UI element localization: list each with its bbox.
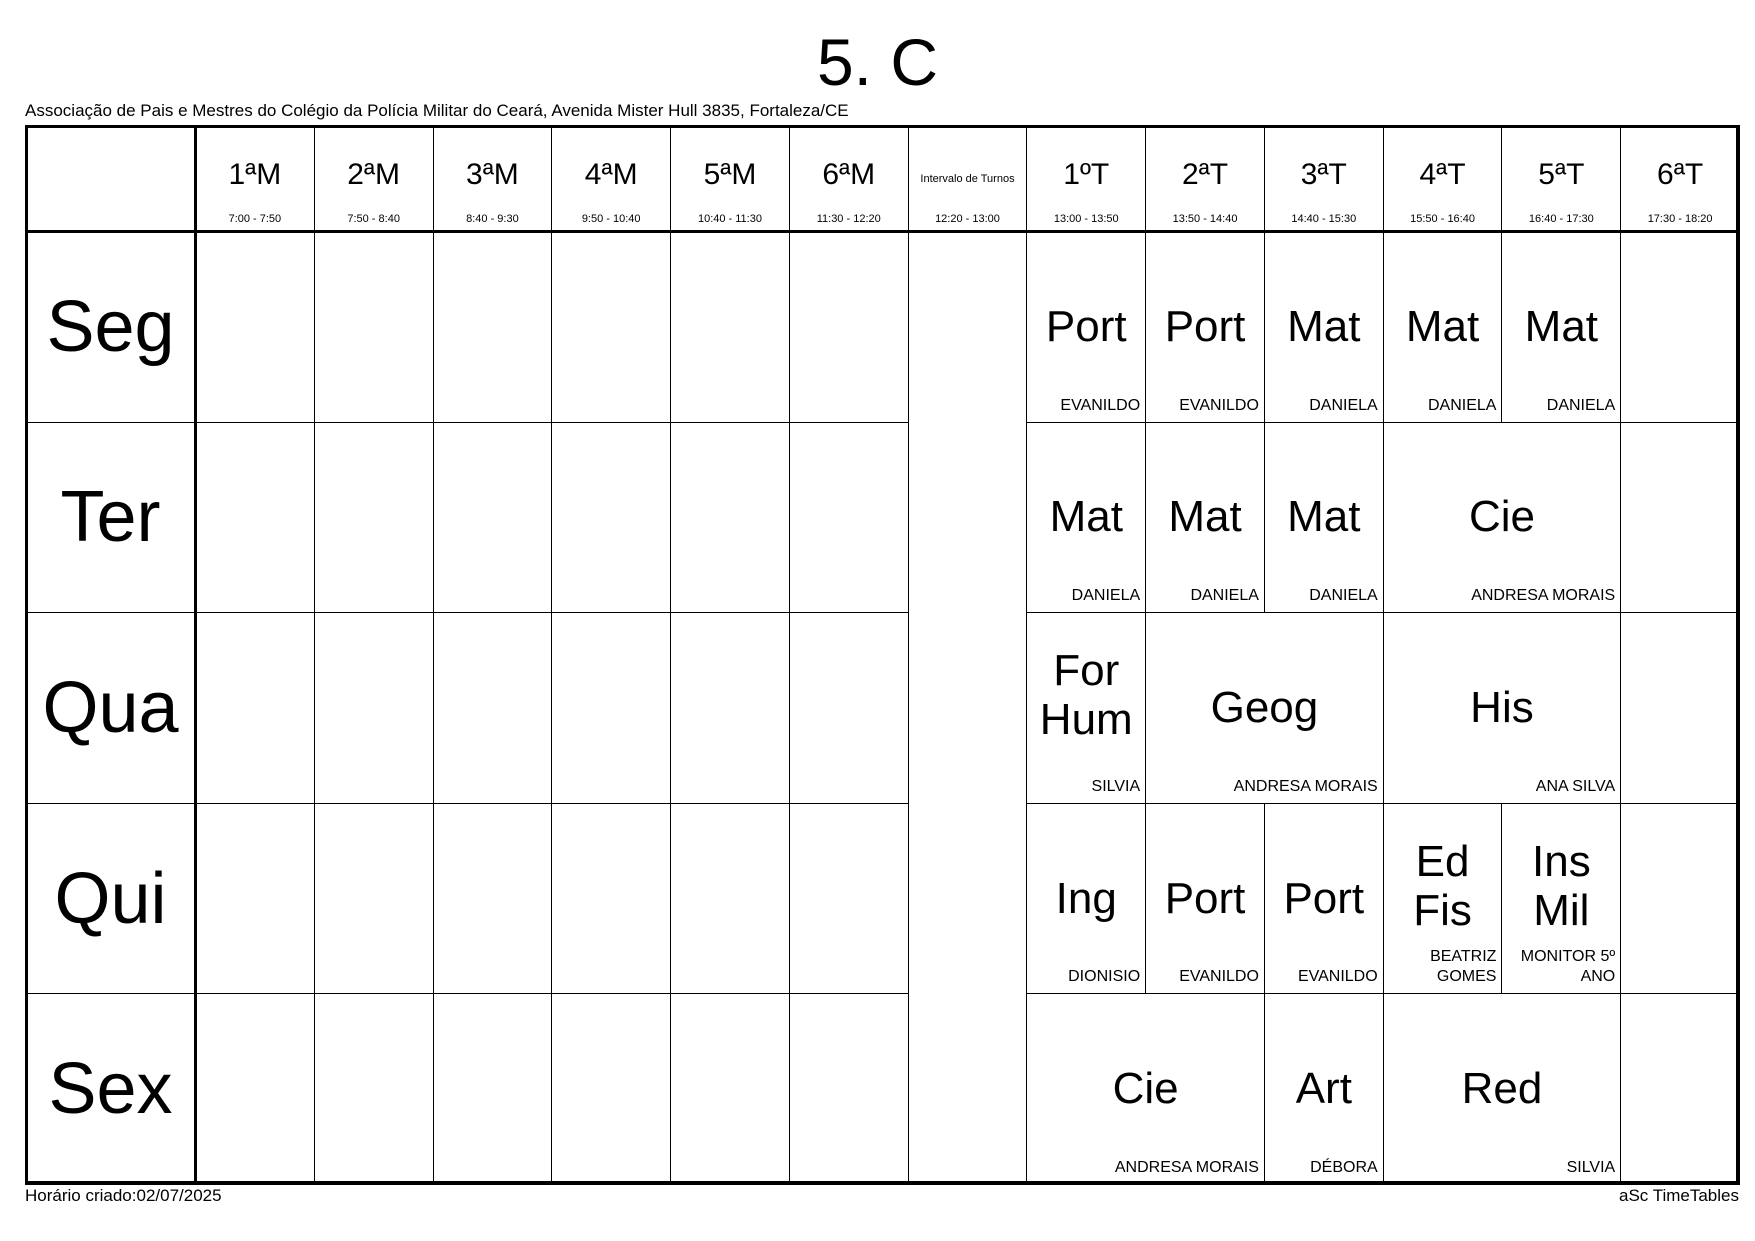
period-time: 12:20 - 13:00 — [935, 213, 1000, 225]
lesson-cell — [1383, 803, 1503, 995]
lesson-subject: Mat — [1524, 301, 1599, 351]
empty-slot — [195, 231, 315, 423]
lesson-subject: Mat — [1405, 301, 1480, 351]
empty-slot — [433, 803, 553, 995]
empty-slot — [551, 231, 671, 423]
lesson-cell — [1264, 993, 1384, 1185]
lesson-subject: His — [1470, 682, 1534, 732]
empty-slot — [1620, 993, 1740, 1185]
timetable-grid — [25, 125, 1739, 1184]
empty-slot — [195, 612, 315, 804]
lesson-cell — [1501, 803, 1621, 995]
empty-slot — [1620, 231, 1740, 423]
lesson-subject: Port — [1283, 873, 1365, 923]
period-time: 8:40 - 9:30 — [466, 213, 519, 225]
school-address: Associação de Pais e Mestres do Colégio da Polícia Militar do Ceará, Avenida Mister Hull 3835, Fortaleza/CE — [25, 101, 849, 120]
period-name: 5ªT — [1538, 158, 1585, 191]
day-name: Sex — [48, 1049, 173, 1130]
empty-slot — [551, 422, 671, 614]
empty-slot — [1620, 612, 1740, 804]
lesson-cell — [1026, 231, 1146, 423]
brand-label: aSc TimeTables — [1619, 1186, 1739, 1205]
empty-slot — [314, 612, 434, 804]
lesson-subject: Ed Fis — [1413, 836, 1472, 935]
lesson-subject: Port — [1164, 301, 1246, 351]
period-time: 13:00 - 13:50 — [1053, 213, 1119, 225]
period-time: 17:30 - 18:20 — [1647, 213, 1713, 225]
lesson-subject: Mat — [1287, 492, 1361, 542]
empty-slot — [789, 231, 909, 423]
lesson-subject: Mat — [1287, 301, 1361, 351]
lesson-teacher: ANA SILVA — [1535, 777, 1616, 795]
day-name: Qua — [42, 667, 179, 748]
lesson-subject: Mat — [1049, 492, 1123, 542]
empty-slot — [1620, 422, 1740, 614]
lesson-teacher: ANDRESA MORAIS — [1471, 587, 1616, 605]
period-name: 4ªM — [584, 158, 638, 191]
lesson-teacher: DANIELA — [1071, 587, 1141, 605]
lesson-cell — [1383, 993, 1622, 1185]
period-header — [1026, 125, 1146, 232]
empty-slot — [789, 612, 909, 804]
period-name: 1ºT — [1063, 158, 1110, 191]
lesson-cell — [1145, 231, 1265, 423]
day-name: Ter — [60, 477, 161, 558]
period-header — [789, 125, 909, 232]
period-name: Intervalo de Turnos — [920, 173, 1015, 185]
period-header — [551, 125, 671, 232]
period-header — [1383, 125, 1503, 232]
lesson-cell — [1145, 803, 1265, 995]
empty-slot — [789, 993, 909, 1185]
lesson-teacher: SILVIA — [1091, 777, 1141, 795]
empty-slot — [670, 803, 790, 995]
lesson-subject: Ing — [1055, 873, 1117, 923]
day-label-cell — [25, 993, 196, 1185]
lesson-teacher: DÉBORA — [1310, 1158, 1378, 1176]
lesson-cell — [1383, 231, 1503, 423]
period-header — [433, 125, 553, 232]
empty-slot — [670, 993, 790, 1185]
lesson-cell — [1145, 422, 1265, 614]
corner-cell — [25, 125, 196, 232]
lesson-teacher: EVANILDO — [1297, 968, 1378, 986]
lesson-teacher: EVANILDO — [1179, 396, 1259, 414]
empty-slot — [670, 422, 790, 614]
lesson-teacher: ANDRESA MORAIS — [1114, 1158, 1259, 1176]
period-name: 3ªT — [1300, 158, 1347, 191]
lesson-subject: Cie — [1112, 1064, 1179, 1114]
period-header — [1620, 125, 1740, 232]
empty-slot — [433, 612, 553, 804]
empty-slot — [433, 231, 553, 423]
period-header — [195, 125, 315, 232]
lesson-teacher: EVANILDO — [1060, 396, 1141, 414]
period-header — [908, 125, 1028, 232]
period-time: 7:50 - 8:40 — [347, 213, 400, 225]
day-name: Qui — [54, 858, 167, 939]
empty-slot — [195, 803, 315, 995]
empty-slot — [670, 612, 790, 804]
lesson-subject: Cie — [1468, 492, 1535, 542]
period-time: 10:40 - 11:30 — [697, 213, 762, 225]
lesson-cell — [1264, 803, 1384, 995]
period-header — [314, 125, 434, 232]
period-header — [1145, 125, 1265, 232]
empty-slot — [314, 803, 434, 995]
empty-slot — [551, 612, 671, 804]
lesson-cell — [1026, 612, 1146, 804]
empty-slot — [789, 422, 909, 614]
period-name: 5ªM — [703, 158, 757, 191]
period-time: 9:50 - 10:40 — [581, 213, 641, 225]
lesson-subject: For Hum — [1039, 645, 1133, 744]
lesson-subject: Ins Mil — [1532, 836, 1591, 935]
lesson-cell — [1026, 422, 1146, 614]
period-name: 2ªM — [347, 158, 401, 191]
day-name: Seg — [46, 286, 175, 367]
lesson-subject: Port — [1045, 301, 1127, 351]
lesson-teacher: EVANILDO — [1179, 968, 1259, 986]
period-header — [1501, 125, 1621, 232]
lesson-cell — [1383, 612, 1622, 804]
lesson-teacher: SILVIA — [1566, 1158, 1616, 1176]
lesson-teacher: DIONISIO — [1068, 968, 1141, 986]
period-name: 2ªT — [1181, 158, 1229, 191]
empty-slot — [314, 231, 434, 423]
period-time: 15:50 - 16:40 — [1410, 213, 1475, 225]
empty-slot — [789, 803, 909, 995]
period-name: 6ªM — [822, 158, 876, 191]
empty-slot — [1620, 803, 1740, 995]
period-time: 16:40 - 17:30 — [1528, 213, 1594, 225]
lesson-teacher: DANIELA — [1309, 587, 1378, 605]
period-name: 3ªM — [466, 158, 519, 191]
lesson-cell — [1264, 422, 1384, 614]
period-time: 7:00 - 7:50 — [228, 213, 282, 225]
interval-column — [908, 231, 1028, 1185]
empty-slot — [195, 993, 315, 1185]
period-header — [670, 125, 790, 232]
lesson-cell — [1501, 231, 1621, 423]
lesson-teacher: BEATRIZ GOMES — [1430, 948, 1497, 986]
empty-slot — [670, 231, 790, 423]
lesson-teacher: DANIELA — [1546, 396, 1616, 414]
created-date: Horário criado:02/07/2025 — [25, 1186, 222, 1205]
lesson-teacher: DANIELA — [1309, 396, 1378, 414]
period-name: 4ªT — [1419, 158, 1466, 191]
lesson-subject: Mat — [1168, 492, 1242, 542]
period-name: 1ªM — [228, 158, 282, 191]
day-label-cell — [25, 803, 196, 995]
period-time: 14:40 - 15:30 — [1291, 213, 1357, 225]
lesson-cell — [1026, 993, 1265, 1185]
period-time: 13:50 - 14:40 — [1172, 213, 1238, 225]
empty-slot — [314, 422, 434, 614]
day-label-cell — [25, 231, 196, 423]
day-label-cell — [25, 612, 196, 804]
empty-slot — [433, 422, 553, 614]
empty-slot — [195, 422, 315, 614]
lesson-subject: Geog — [1210, 682, 1319, 732]
period-time: 11:30 - 12:20 — [816, 213, 881, 225]
lesson-cell — [1383, 422, 1622, 614]
empty-slot — [314, 993, 434, 1185]
lesson-teacher: DANIELA — [1190, 587, 1259, 605]
lesson-teacher: MONITOR 5º ANO — [1520, 948, 1616, 986]
empty-slot — [551, 803, 671, 995]
empty-slot — [551, 993, 671, 1185]
lesson-teacher: ANDRESA MORAIS — [1233, 777, 1378, 795]
page-title: 5. C — [816, 25, 939, 99]
lesson-subject: Red — [1461, 1064, 1543, 1114]
lesson-cell — [1145, 612, 1384, 804]
lesson-cell — [1264, 231, 1384, 423]
lesson-subject: Art — [1295, 1064, 1352, 1114]
empty-slot — [433, 993, 553, 1185]
period-name: 6ªT — [1657, 158, 1704, 191]
day-label-cell — [25, 422, 196, 614]
lesson-teacher: DANIELA — [1427, 396, 1497, 414]
period-header — [1264, 125, 1384, 232]
lesson-cell — [1026, 803, 1146, 995]
lesson-subject: Port — [1164, 873, 1246, 923]
